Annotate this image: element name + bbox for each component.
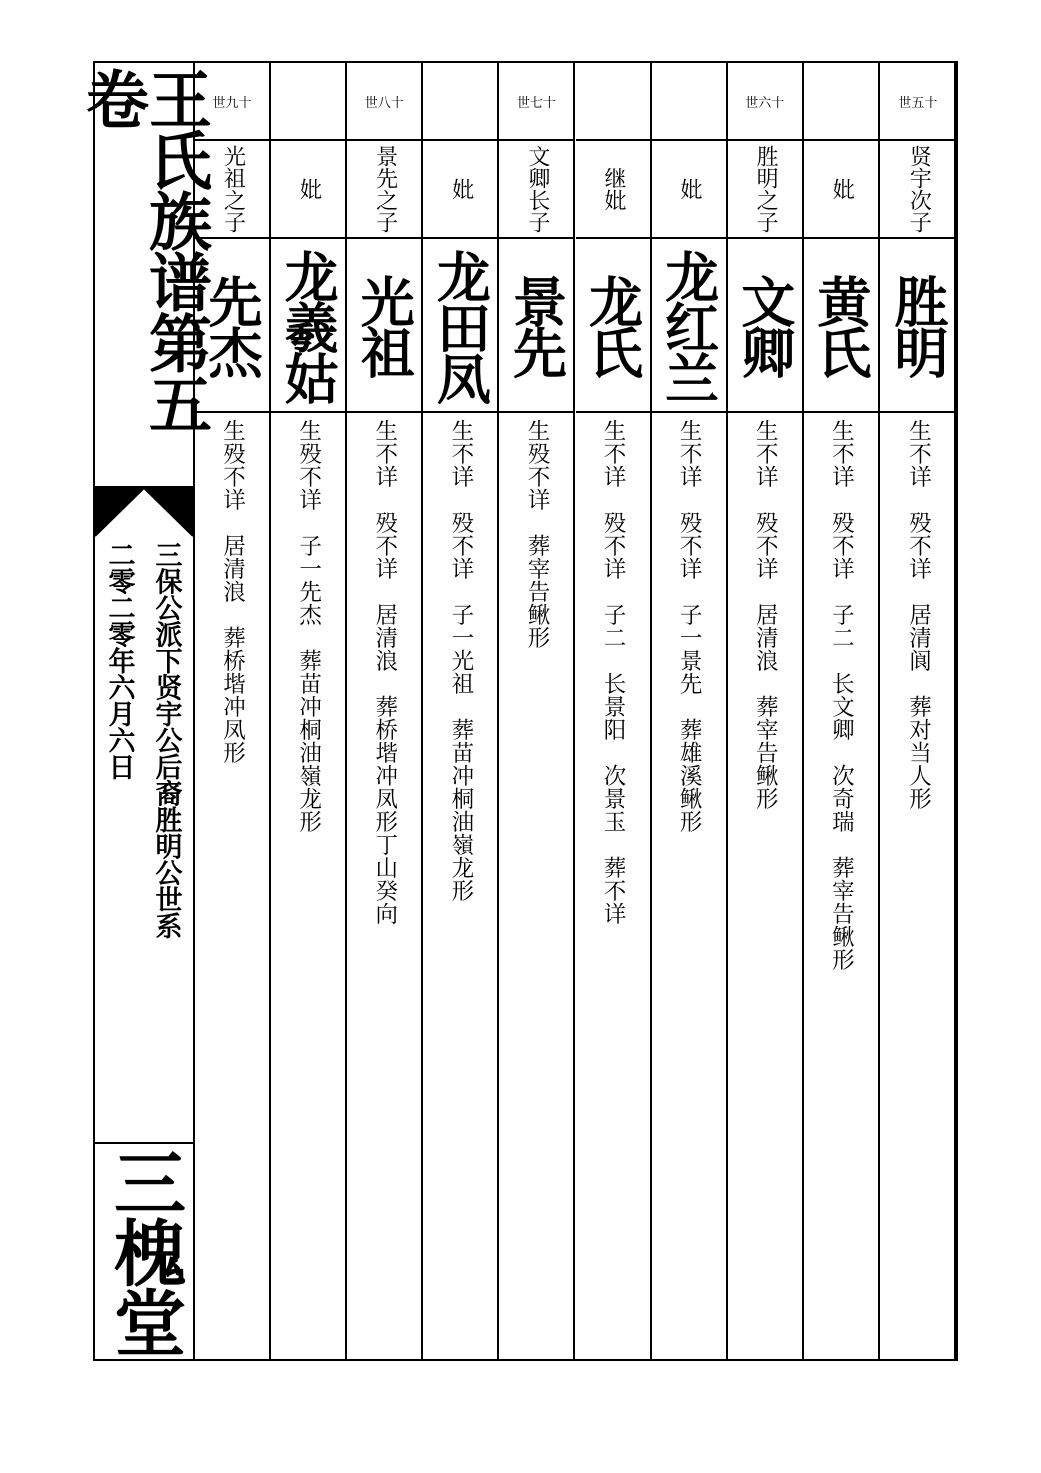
relation-label: 继妣 [600,167,626,211]
name-cell [652,239,726,413]
generation-label: 世五十 [880,63,956,141]
person-column [271,63,347,1359]
branch-lineage-cell [141,541,191,939]
name-cell [576,239,650,413]
person-name: 文卿 [732,274,797,376]
generation-label [271,63,345,141]
outer-border-bar [954,61,958,1361]
branch-lineage: 三保公派下贤宇公后裔胜明公世系 [150,541,182,939]
generation-label [652,63,726,141]
person-bio: 生不详 殁不详 子一景先 葬雄溪鳅形 [676,419,703,833]
genealogy-page-frame [76,61,958,1361]
person-column [423,63,499,1359]
relation-label: 文卿长子 [524,145,550,233]
person-name: 龙羲姑 [276,248,341,402]
relation-cell [195,141,269,239]
person-name: 先杰 [200,274,265,376]
person-bio: 生不详 殁不详 居清浪 葬宰告鳅形 [752,419,779,810]
generation-label [804,63,878,141]
bio-cell [423,419,497,1339]
bio-cell [728,419,802,1339]
person-column [880,63,956,1359]
person-column [804,63,880,1359]
name-cell [880,239,956,413]
side-panel [76,63,213,1359]
relation-label: 妣 [296,178,322,200]
person-bio: 生不详 殁不详 子二 长景阳 次景玉 葬不详 [600,419,627,925]
person-column [652,63,728,1359]
relation-cell [728,141,802,239]
relation-cell [652,141,726,239]
compile-date-cell [97,541,141,780]
person-name: 龙氏 [580,274,645,376]
divider [95,1142,193,1144]
relation-label: 贤宇次子 [906,145,932,233]
relation-label: 妣 [829,178,855,200]
bio-cell [195,419,269,1339]
bio-cell [652,419,726,1339]
relation-label: 光祖之子 [220,145,246,233]
bio-cell [880,419,956,1339]
bio-cell [271,419,345,1339]
generation-label [576,63,650,141]
volume-title: 王氏族谱第五卷 [76,67,213,433]
name-cell [347,239,421,413]
person-bio: 生不详 殁不详 居清阆 葬对当人形 [905,419,932,810]
relation-cell [347,141,421,239]
bio-cell [576,419,650,1339]
volume-title-cell [76,63,213,486]
person-name: 胜明 [885,274,950,376]
compile-date: 二零二零年六月六日 [103,541,135,780]
relation-cell [576,141,650,239]
name-cell [423,239,497,413]
relation-label: 景先之子 [372,145,398,233]
relation-cell [423,141,497,239]
person-bio: 生不详 殁不详 居清浪 葬桥堦冲凤形丁山癸向 [371,419,398,925]
hall-name: 三槐堂 [102,1146,187,1356]
banner-ornament [95,486,193,546]
person-column [499,63,575,1359]
generation-label: 世八十 [347,63,421,141]
person-bio: 生殁不详 葬宰告鳅形 [523,419,550,649]
relation-label: 妣 [677,178,703,200]
relation-label: 妣 [448,178,474,200]
name-cell [271,239,345,413]
name-cell [728,239,802,413]
person-bio: 生殁不详 居清浪 葬桥堦冲凤形 [219,419,246,764]
bio-cell [347,419,421,1339]
person-name: 龙红兰 [656,248,721,402]
person-column [347,63,423,1359]
person-bio: 生不详 殁不详 子二 长文卿 次奇瑞 葬宰告鳅形 [828,419,855,971]
name-cell [499,239,573,413]
person-bio: 生殁不详 子一先杰 葬苗冲桐油嶺龙形 [295,419,322,833]
person-name: 黄氏 [808,274,873,376]
relation-cell [880,141,956,239]
bio-cell [804,419,878,1339]
relation-cell [804,141,878,239]
name-cell [804,239,878,413]
person-name: 光祖 [352,274,417,376]
person-column [576,63,652,1359]
relation-label: 胜明之子 [753,145,779,233]
person-column [728,63,804,1359]
relation-cell [499,141,573,239]
generation-label [423,63,497,141]
relation-cell [271,141,345,239]
person-column [195,63,271,1359]
person-name: 龙田凤 [428,248,493,402]
bio-cell [499,419,573,1339]
generation-label: 世九十 [195,63,269,141]
generation-label: 世七十 [499,63,573,141]
hall-name-cell [95,1146,193,1356]
person-bio: 生不详 殁不详 子一光祖 葬苗冲桐油嶺龙形 [447,419,474,902]
name-cell [195,239,269,413]
generation-label: 世六十 [728,63,802,141]
person-name: 景先 [504,274,569,376]
lineage-grid [195,63,956,1359]
